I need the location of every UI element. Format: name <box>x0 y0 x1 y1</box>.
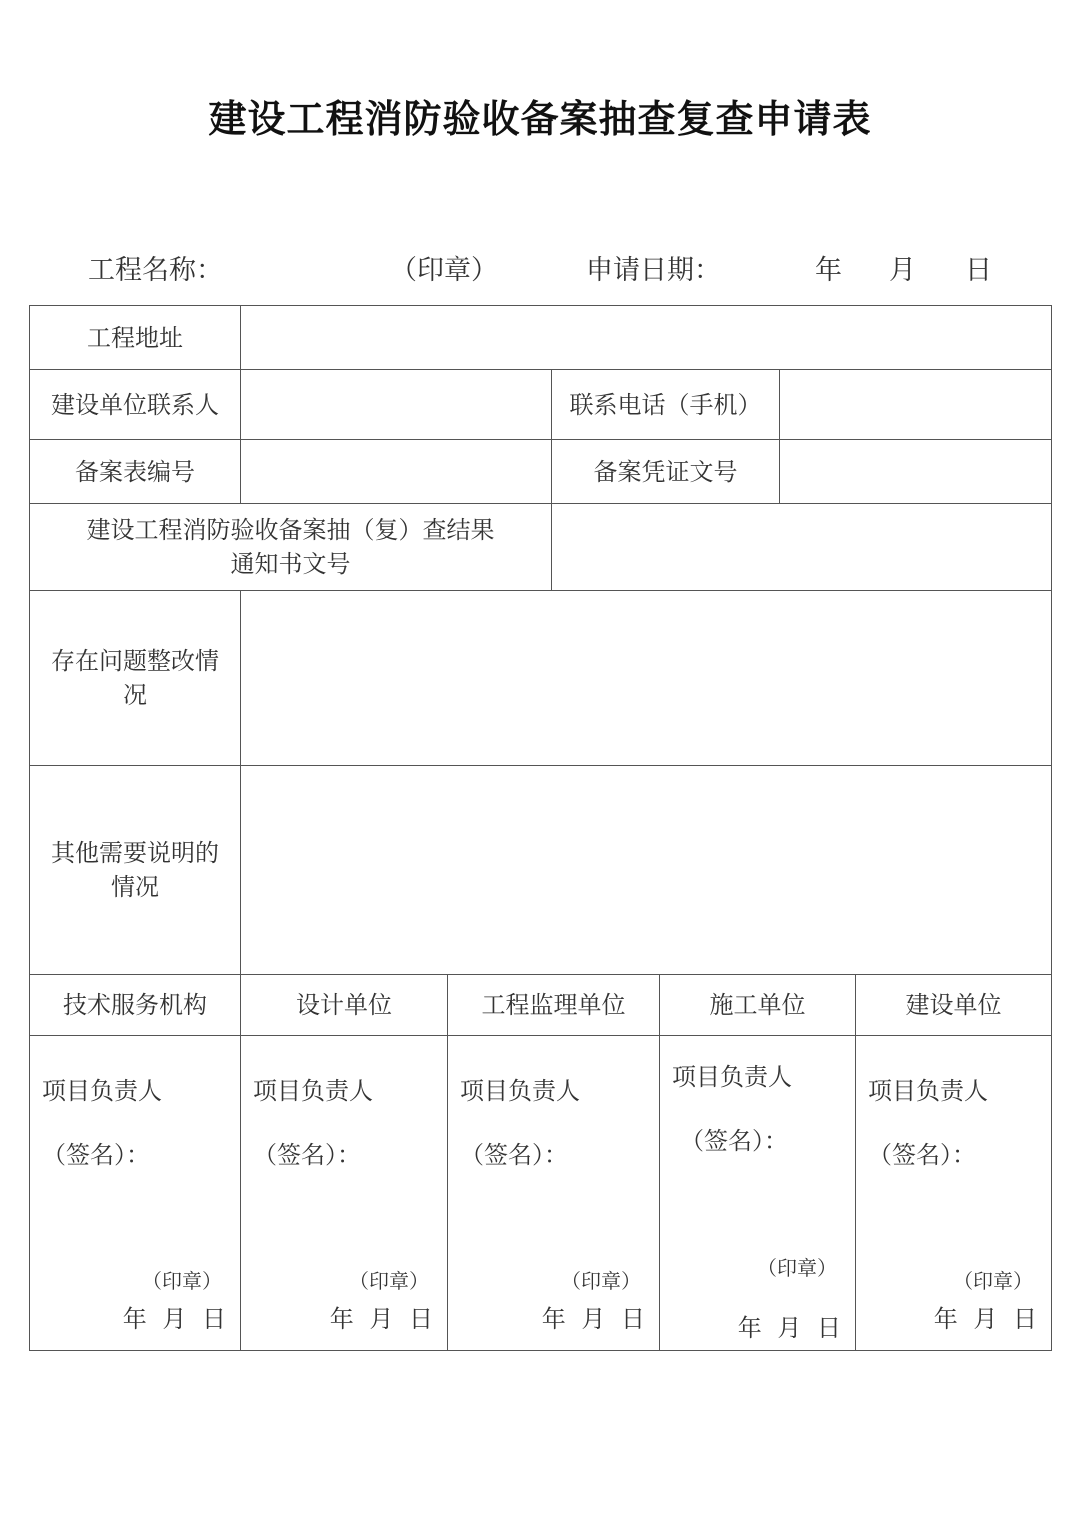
signature-label: （签名）： <box>460 1141 568 1169</box>
date-label: 年 月 日 <box>122 1305 226 1333</box>
seal-label: （印章） <box>561 1269 641 1293</box>
party-label-tech-service: 技术服务机构 <box>30 975 241 1036</box>
signature-label: （签名）： <box>680 1127 788 1155</box>
project-lead-label: 项目负责人 <box>868 1077 988 1105</box>
party-label-owner: 建设单位 <box>856 975 1052 1036</box>
seal-label: （印章） <box>349 1269 429 1293</box>
project-name-label: 工程名称： <box>88 255 223 286</box>
parties-header-row <box>30 975 1052 1036</box>
project-lead-label: 项目负责人 <box>253 1077 373 1105</box>
seal-label: （印章） <box>953 1269 1034 1293</box>
signature-cell-design[interactable] <box>241 1036 448 1351</box>
signature-label: （签名）： <box>868 1141 976 1169</box>
phone-label: 联系电话（手机） <box>552 370 780 440</box>
date-label: 年 月 日 <box>541 1305 645 1333</box>
signature-label: （签名）： <box>42 1141 150 1169</box>
contact-row <box>30 370 1052 440</box>
project-lead-label: 项目负责人 <box>460 1077 580 1105</box>
signature-row <box>30 1036 1052 1351</box>
header-seal: （印章） <box>390 255 498 286</box>
notice-label-line2: 通知书文号 <box>230 550 351 578</box>
issues-label-line1: 存在问题整改情 <box>51 647 219 675</box>
issues-label-line2: 况 <box>123 681 147 709</box>
signature-cell-supervision[interactable] <box>448 1036 660 1351</box>
notice-label-line1: 建设工程消防验收备案抽（复）查结果 <box>86 516 495 544</box>
other-label <box>30 766 241 975</box>
apply-year: 年 <box>815 255 842 286</box>
apply-month: 月 <box>889 255 916 286</box>
contact-field[interactable] <box>241 370 552 440</box>
signature-cell-owner[interactable] <box>856 1036 1052 1351</box>
issues-field[interactable] <box>241 591 1052 766</box>
record-no-label: 备案表编号 <box>30 440 241 504</box>
other-row <box>30 766 1052 975</box>
issues-label <box>30 591 241 766</box>
party-label-supervision: 工程监理单位 <box>448 975 660 1036</box>
notice-row <box>30 504 1052 591</box>
project-lead-label: 项目负责人 <box>42 1077 162 1105</box>
seal-label: （印章） <box>142 1269 222 1293</box>
other-field[interactable] <box>241 766 1052 975</box>
apply-day: 日 <box>965 255 992 286</box>
other-label-line2: 情况 <box>111 873 159 901</box>
date-label: 年 月 日 <box>933 1305 1038 1333</box>
record-row <box>30 440 1052 504</box>
phone-field[interactable] <box>780 370 1052 440</box>
record-no-field[interactable] <box>241 440 552 504</box>
date-label: 年 月 日 <box>329 1305 433 1333</box>
signature-label: （签名）： <box>253 1141 361 1169</box>
address-row <box>30 306 1052 370</box>
issues-row <box>30 591 1052 766</box>
party-label-construction: 施工单位 <box>660 975 856 1036</box>
contact-label: 建设单位联系人 <box>30 370 241 440</box>
project-lead-label: 项目负责人 <box>672 1063 792 1091</box>
certificate-field[interactable] <box>780 440 1052 504</box>
notice-field[interactable] <box>552 504 1052 591</box>
address-label: 工程地址 <box>30 306 241 370</box>
other-label-line1: 其他需要说明的 <box>51 839 219 867</box>
date-label: 年 月 日 <box>737 1314 841 1342</box>
form-title: 建设工程消防验收备案抽查复查申请表 <box>208 96 872 141</box>
signature-cell-tech-service[interactable] <box>30 1036 241 1351</box>
seal-label: （印章） <box>757 1256 837 1280</box>
address-field[interactable] <box>241 306 1052 370</box>
notice-label <box>30 504 552 591</box>
party-label-design: 设计单位 <box>241 975 448 1036</box>
certificate-label: 备案凭证文号 <box>552 440 780 504</box>
apply-date-label: 申请日期： <box>586 255 721 286</box>
signature-cell-construction[interactable] <box>660 1036 856 1351</box>
application-form-table <box>29 305 1052 1351</box>
